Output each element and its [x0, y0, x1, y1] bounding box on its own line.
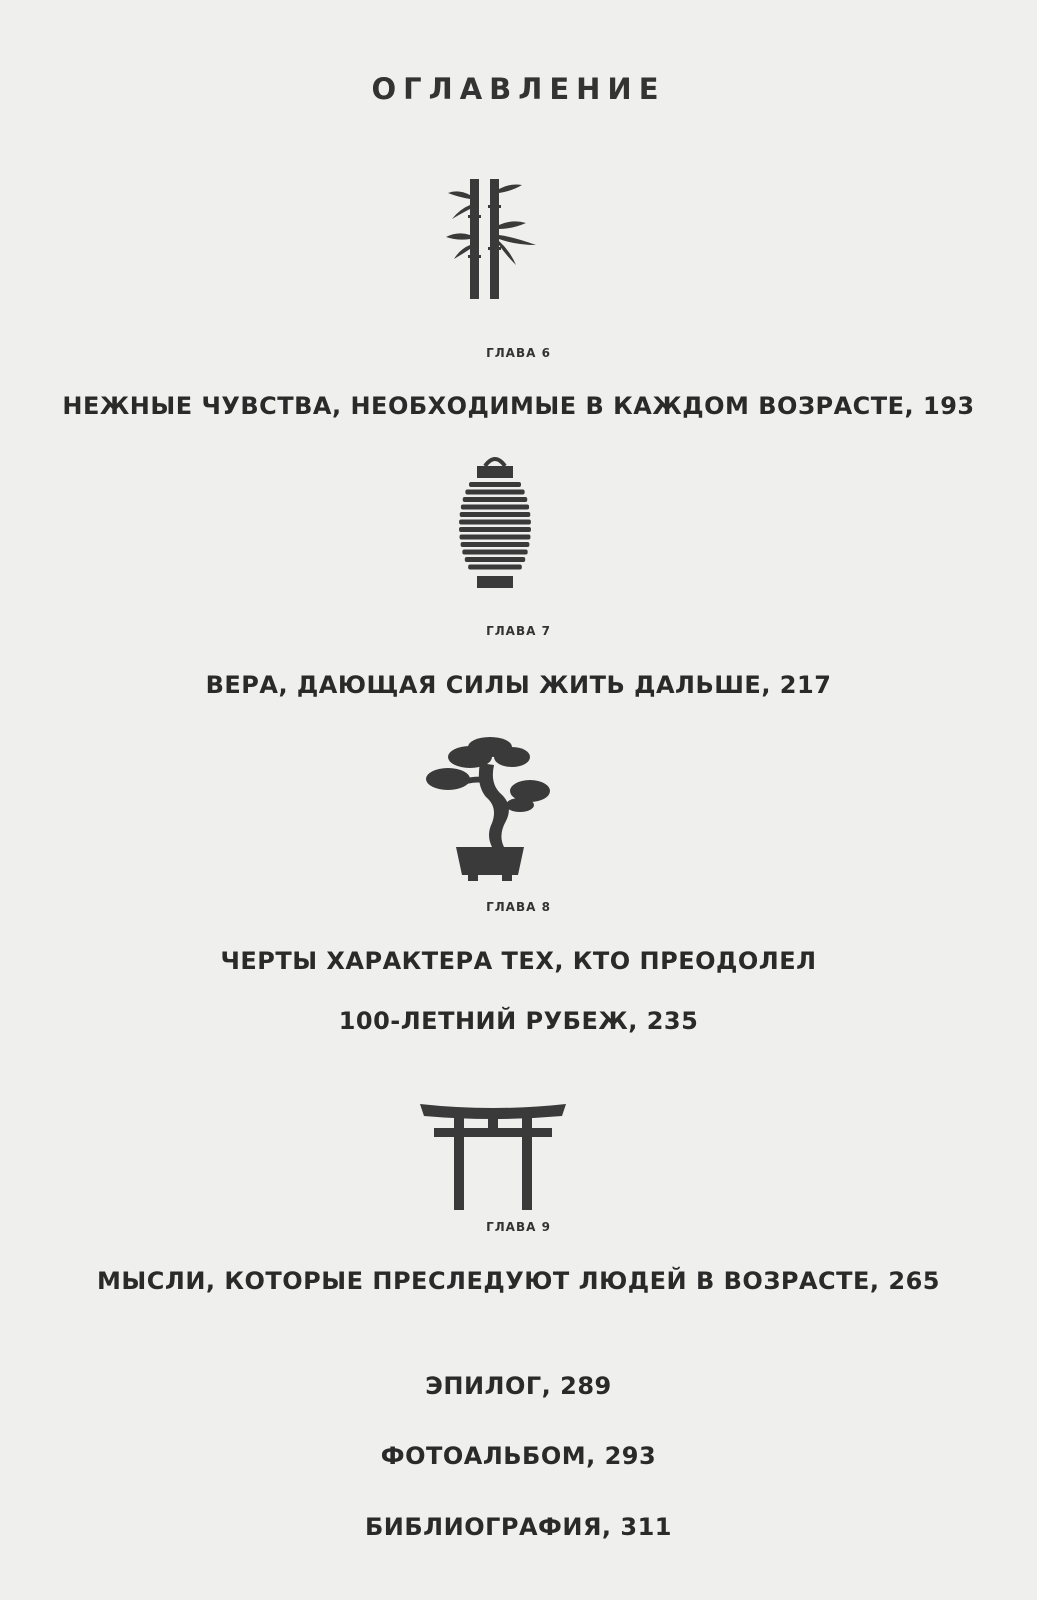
bamboo-icon	[440, 175, 550, 305]
photo-album-entry: ФОТОАЛЬБОМ, 293	[380, 1442, 657, 1470]
bibliography-entry: БИБЛИОГРАФИЯ, 311	[365, 1513, 672, 1541]
page-title: ОГЛАВЛЕНИЕ	[371, 72, 666, 106]
chapter-8-title-line-1: ЧЕРТЫ ХАРАКТЕРА ТЕХ, КТО ПРЕОДОЛЕЛ	[220, 947, 817, 975]
chapter-8-title-line-2: 100-ЛЕТНИЙ РУБЕЖ, 235	[338, 1007, 699, 1035]
paper-lantern-icon	[455, 452, 535, 602]
chapter-7-title: ВЕРА, ДАЮЩАЯ СИЛЫ ЖИТЬ ДАЛЬШЕ, 217	[205, 671, 832, 699]
chapter-9-label: ГЛАВА 9	[486, 1220, 551, 1234]
bonsai-icon	[420, 735, 560, 885]
chapter-6-label: ГЛАВА 6	[486, 346, 551, 360]
chapter-6-title: НЕЖНЫЕ ЧУВСТВА, НЕОБХОДИМЫЕ В КАЖДОМ ВОЗРАСТЕ, 193	[62, 392, 975, 420]
chapter-8-label: ГЛАВА 8	[486, 900, 551, 914]
epilogue-entry: ЭПИЛОГ, 289	[425, 1372, 612, 1400]
chapter-9-title: МЫСЛИ, КОТОРЫЕ ПРЕСЛЕДУЮТ ЛЮДЕЙ В ВОЗРАСТЕ, 265	[97, 1267, 940, 1295]
chapter-7-label: ГЛАВА 7	[486, 624, 551, 638]
torii-gate-icon	[418, 1100, 568, 1210]
